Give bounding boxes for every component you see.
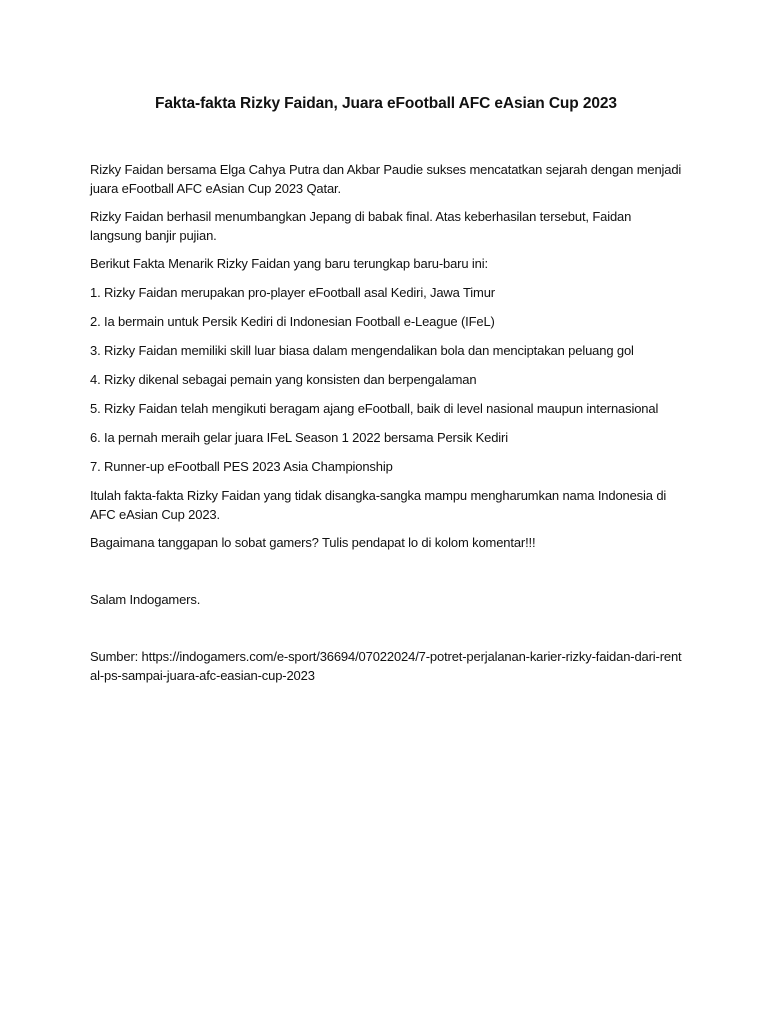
greeting: Salam Indogamers. xyxy=(90,592,201,607)
comment-prompt: Bagaimana tanggapan lo sobat gamers? Tulis pendapat lo di kolom komentar!!! xyxy=(90,535,536,550)
document-title: Fakta-fakta Rizky Faidan, Juara eFootball AFC eAsian Cup 2023 xyxy=(155,95,617,112)
spacer xyxy=(90,561,682,590)
facts-intro: Berikut Fakta Menarik Rizky Faidan yang baru terungkap baru-baru ini: xyxy=(90,256,488,271)
intro-paragraph-1: Rizky Faidan bersama Elga Cahya Putra dan Akbar Paudie sukses mencatatkan sejarah dengan menjadi juara eFootball AFC eAsian Cup 2023 Qatar. xyxy=(90,162,682,196)
spacer xyxy=(90,618,682,647)
closing-paragraph: Itulah fakta-fakta Rizky Faidan yang tidak disangka-sangka mampu mengharumkan nama Indonesia di AFC eAsian Cup 2023. xyxy=(90,488,667,522)
fact-item-7: 7. Runner-up eFootball PES 2023 Asia Championship xyxy=(90,459,393,474)
facts-list xyxy=(90,283,682,476)
fact-item-2: 2. Ia bermain untuk Persik Kediri di Indonesian Football e-League (IFeL) xyxy=(90,314,495,329)
fact-item-6: 6. Ia pernah meraih gelar juara IFeL Season 1 2022 bersama Persik Kediri xyxy=(90,430,508,445)
document-body xyxy=(90,92,682,685)
fact-item-1: 1. Rizky Faidan merupakan pro-player eFootball asal Kediri, Jawa Timur xyxy=(90,285,495,300)
fact-item-5: 5. Rizky Faidan telah mengikuti beragam ajang eFootball, baik di level nasional maupun internasional xyxy=(90,401,659,416)
source-link[interactable]: Sumber: https://indogamers.com/e-sport/36694/07022024/7-potret-perjalanan-karier-rizky-faidan-dari-rental-ps-sampai-juara-afc-easian-cup-2023 xyxy=(90,649,682,683)
intro-paragraph-2: Rizky Faidan berhasil menumbangkan Jepang di babak final. Atas keberhasilan tersebut, Faidan langsung banjir pujian. xyxy=(90,209,632,243)
fact-item-4: 4. Rizky dikenal sebagai pemain yang konsisten dan berpengalaman xyxy=(90,372,477,387)
fact-item-3: 3. Rizky Faidan memiliki skill luar biasa dalam mengendalikan bola dan menciptakan peluang gol xyxy=(90,343,634,358)
